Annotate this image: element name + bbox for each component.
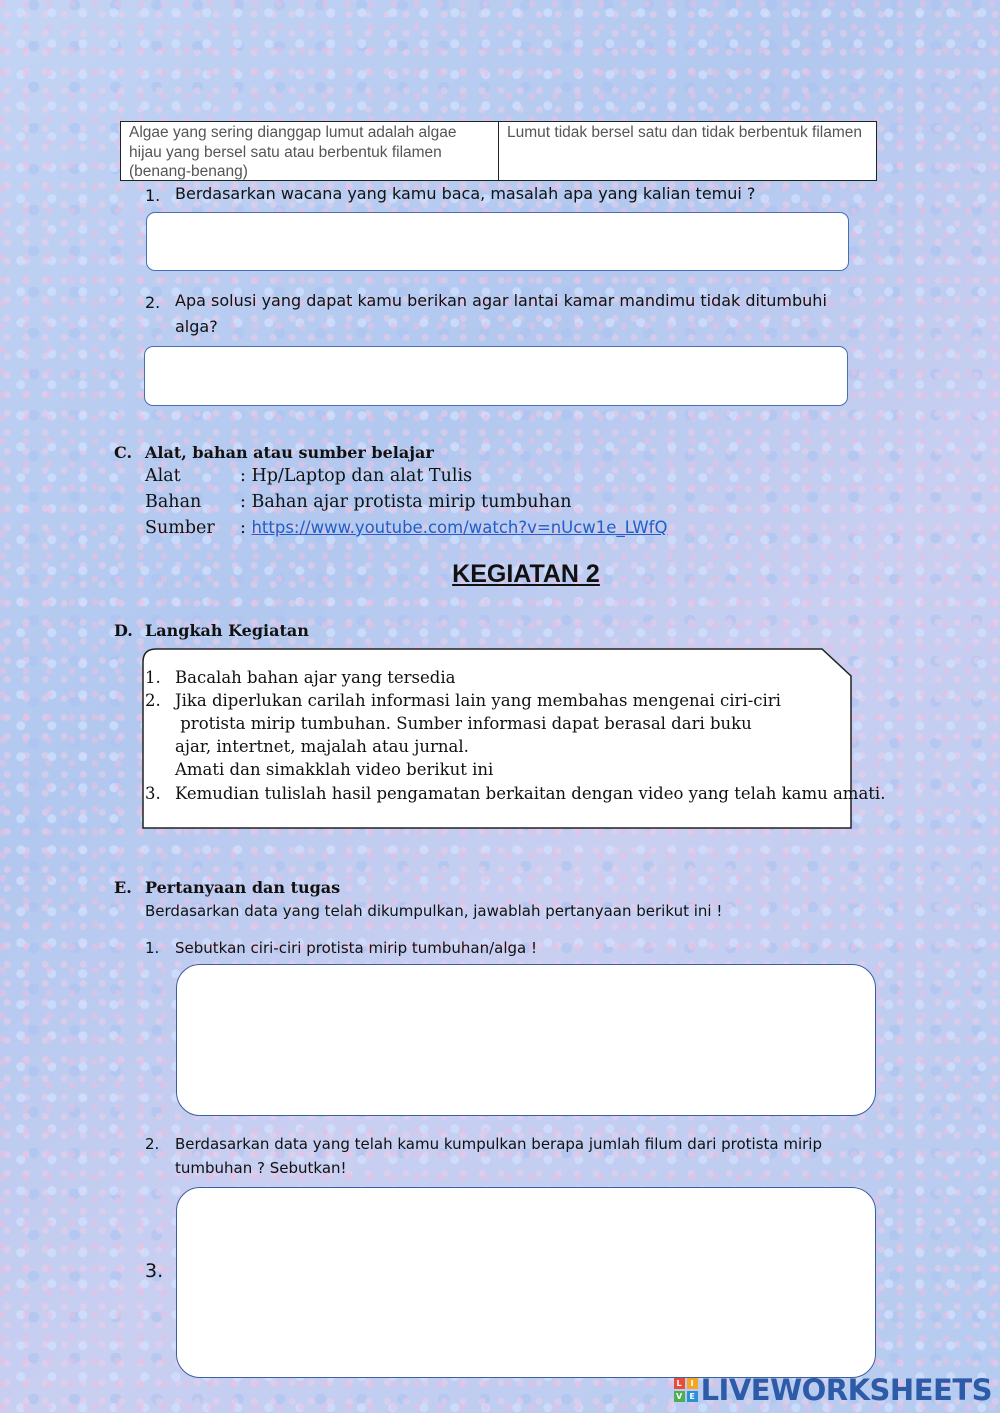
alat-label: Alat: [145, 466, 181, 486]
bahan-label: Bahan: [145, 492, 202, 512]
logo-letter-l: L: [674, 1378, 685, 1389]
answer-box-1[interactable]: [146, 212, 849, 271]
question-2-text-line1: Apa solusi yang dapat kamu berikan agar lantai kamar mandimu tidak ditumbuhi: [175, 291, 827, 310]
step-3-number: 3.: [145, 784, 161, 803]
e-question-3-number: 3.: [145, 1260, 164, 1282]
answer-box-e2[interactable]: [176, 1187, 876, 1378]
question-1-number: 1.: [145, 186, 161, 205]
section-c-letter: C.: [114, 443, 133, 462]
step-3-text: Kemudian tulislah hasil pengamatan berkaitan dengan video yang telah kamu amati.: [175, 784, 886, 803]
section-e-intro: Berdasarkan data yang telah dikumpulkan, jawablah pertanyaan berikut ini !: [145, 902, 723, 920]
youtube-link[interactable]: https://www.youtube.com/watch?v=nUcw1e_LWfQ: [251, 518, 668, 537]
e-question-1-text: Sebutkan ciri-ciri protista mirip tumbuhan/alga !: [175, 939, 538, 957]
e-question-2-text-line2: tumbuhan ? Sebutkan!: [175, 1159, 347, 1177]
logo-text: LIVEWORKSHEETS: [700, 1373, 992, 1407]
bahan-value: : Bahan ajar protista mirip tumbuhan: [240, 492, 572, 512]
step-2-text-line2: protista mirip tumbuhan. Sumber informasi dapat berasal dari buku: [175, 714, 752, 733]
step-1-text: Bacalah bahan ajar yang tersedia: [175, 668, 456, 687]
section-e-letter: E.: [114, 878, 132, 897]
section-d-title: Langkah Kegiatan: [145, 621, 309, 640]
e-question-2-text-line1: Berdasarkan data yang telah kamu kumpulkan berapa jumlah filum dari protista mirip: [175, 1135, 822, 1153]
liveworksheets-logo: [674, 1373, 992, 1407]
sumber-colon: :: [240, 518, 252, 538]
answer-box-2[interactable]: [144, 346, 848, 406]
section-c-title: Alat, bahan atau sumber belajar: [145, 443, 434, 462]
reading-comparison-table: [120, 121, 877, 181]
step-2-number: 2.: [145, 691, 161, 710]
table-cell-left: Algae yang sering dianggap lumut adalah algae hijau yang bersel satu atau berbentuk filamen (benang-benang): [121, 122, 499, 180]
section-e-title: Pertanyaan dan tugas: [145, 878, 341, 897]
sumber-label: Sumber: [145, 518, 215, 538]
alat-value: : Hp/Laptop dan alat Tulis: [240, 466, 473, 486]
kegiatan-title: KEGIATAN 2: [452, 560, 600, 588]
logo-letter-e: E: [687, 1391, 698, 1402]
step-2-text-line1: Jika diperlukan carilah informasi lain yang membahas mengenai ciri-ciri: [175, 691, 781, 710]
logo-icon: [674, 1378, 698, 1402]
logo-letter-i: I: [687, 1378, 698, 1389]
table-cell-right: Lumut tidak bersel satu dan tidak berbentuk filamen: [507, 124, 862, 141]
question-2-text-line2: alga?: [175, 317, 218, 336]
answer-box-e1[interactable]: [176, 964, 876, 1116]
logo-letter-v: V: [674, 1391, 685, 1402]
step-2-text-line3: ajar, intertnet, majalah atau jurnal.: [175, 737, 469, 756]
step-1-number: 1.: [145, 668, 161, 687]
step-2-text-line4: Amati dan simakklah video berikut ini: [175, 760, 494, 779]
e-question-1-number: 1.: [145, 939, 160, 957]
section-d-letter: D.: [114, 621, 133, 640]
e-question-2-number: 2.: [145, 1135, 160, 1153]
question-1-text: Berdasarkan wacana yang kamu baca, masalah apa yang kalian temui ?: [175, 184, 756, 203]
question-2-number: 2.: [145, 293, 161, 312]
